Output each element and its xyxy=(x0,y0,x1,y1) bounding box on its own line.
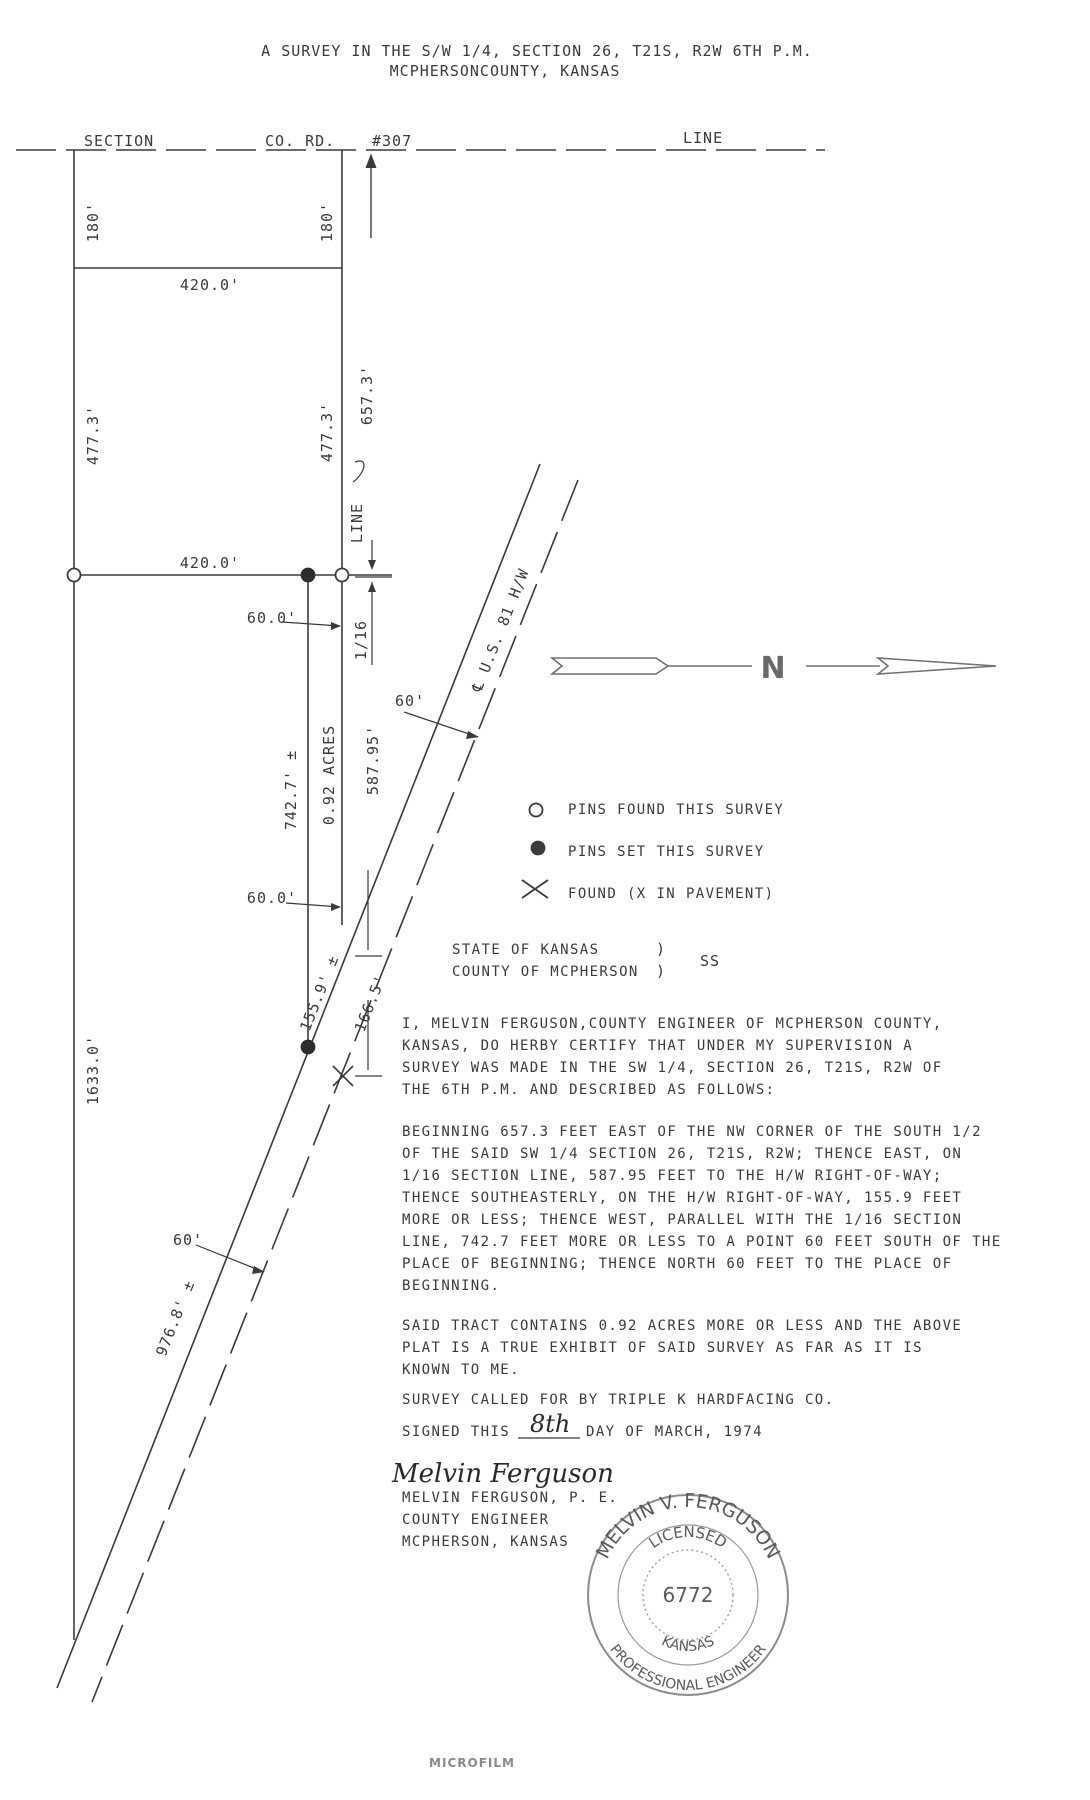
legend-pin-found-icon xyxy=(530,804,543,817)
dim-1633: 1633.0' xyxy=(84,1034,102,1106)
venue-paren-1: ) xyxy=(656,940,667,958)
venue-county: COUNTY OF MCPHERSON xyxy=(452,964,639,980)
certification-line: SURVEY WAS MADE IN THE SW 1/4, SECTION 26, T21S, R2W OF xyxy=(402,1060,943,1076)
road-label-line: LINE xyxy=(683,129,724,147)
contains-line: PLAT IS A TRUE EXHIBIT OF SAID SURVEY AS FAR AS IT IS xyxy=(402,1340,923,1356)
pin-set-nw xyxy=(302,569,315,582)
certification-block xyxy=(402,1016,943,1098)
dim-166: 166.5' xyxy=(350,971,390,1035)
signer-line: MELVIN FERGUSON, P. E. xyxy=(402,1490,619,1506)
legend-pins-set: PINS SET THIS SURVEY xyxy=(568,844,765,860)
dim-742: 742.7' ± xyxy=(282,749,300,831)
seal-number: 6772 xyxy=(662,1583,714,1607)
dim-60-hw-lower: 60' xyxy=(172,1231,204,1249)
description-line: THENCE SOUTHEASTERLY, ON THE H/W RIGHT-OF-WAY, 155.9 FEET xyxy=(402,1190,963,1206)
legend xyxy=(522,802,784,902)
certification-line: I, MELVIN FERGUSON,COUNTY ENGINEER OF MCPHERSON COUNTY, xyxy=(402,1016,943,1032)
venue-state: STATE OF KANSAS xyxy=(452,942,600,958)
seal-inner-top: LICENSED xyxy=(645,1522,731,1552)
dim-420-mid: 420.0' xyxy=(179,554,241,572)
seal-inner-bottom: KANSAS xyxy=(659,1633,717,1656)
road-dimension-arrow xyxy=(366,155,376,238)
road-label-section: SECTION xyxy=(84,132,155,150)
footer-microfilm: MICROFILM xyxy=(429,1756,515,1770)
line-leader-squiggle xyxy=(353,461,364,482)
called-for: SURVEY CALLED FOR BY TRIPLE K HARDFACING CO. xyxy=(402,1392,835,1408)
dim-976: 976.8' ± xyxy=(152,1277,199,1359)
acreage-label: 0.92 ACRES xyxy=(320,724,338,826)
description-line: PLACE OF BEGINNING; THENCE NORTH 60 FEET TO THE PLACE OF xyxy=(402,1256,953,1272)
signer-block xyxy=(402,1490,618,1550)
description-line: MORE OR LESS; THENCE WEST, PARALLEL WITH THE 1/16 SECTION xyxy=(402,1212,963,1228)
description-line: 1/16 SECTION LINE, 587.95 FEET TO THE H/W RIGHT-OF-WAY; xyxy=(402,1168,943,1184)
dim-sixteenth: 1/16 xyxy=(352,619,370,661)
dim-155: 155.9' ± xyxy=(296,952,343,1034)
dim-657: 657.3' xyxy=(358,364,376,426)
legend-pin-set-icon xyxy=(532,842,545,855)
north-arrow-letter: N xyxy=(760,651,786,686)
signer-line: MCPHERSON, KANSAS xyxy=(402,1534,570,1550)
dimension-166-leaders xyxy=(355,870,382,1076)
description-line: BEGINNING 657.3 FEET EAST OF THE NW CORNER OF THE SOUTH 1/2 xyxy=(402,1124,982,1140)
venue-paren-2: ) xyxy=(656,962,667,980)
description-line: OF THE SAID SW 1/4 SECTION 26, T21S, R2W; THENCE EAST, ON xyxy=(402,1146,963,1162)
dim-587: 587.95' xyxy=(364,724,382,796)
seal-outer-bottom: PROFESSIONAL ENGINEER xyxy=(606,1641,770,1695)
pin-found-east xyxy=(336,569,349,582)
certification-line: THE 6TH P.M. AND DESCRIBED AS FOLLOWS: xyxy=(402,1082,776,1098)
description-line: LINE, 742.7 FEET MORE OR LESS TO A POINT 60 FEET SOUTH OF THE xyxy=(402,1234,1002,1250)
road-label-number: #307 xyxy=(372,132,413,150)
signed-prefix: SIGNED THIS xyxy=(402,1424,511,1440)
title-line-1: A SURVEY IN THE S/W 1/4, SECTION 26, T21S, R2W 6TH P.M. xyxy=(261,42,813,60)
pin-set-sw xyxy=(302,1041,315,1054)
signed-line xyxy=(402,1410,763,1440)
north-arrow-icon xyxy=(552,651,996,686)
signed-suffix: DAY OF MARCH, 1974 xyxy=(586,1424,763,1440)
contains-line: KNOWN TO ME. xyxy=(402,1362,520,1378)
dim-60-hw-upper: 60' xyxy=(394,692,426,710)
legend-found-x: FOUND (X IN PAVEMENT) xyxy=(568,886,775,902)
legend-pins-found: PINS FOUND THIS SURVEY xyxy=(568,802,785,818)
certification-line: KANSAS, DO HERBY CERTIFY THAT UNDER MY SUPERVISION A xyxy=(402,1038,914,1054)
title-line-2: MCPHERSONCOUNTY, KANSAS xyxy=(389,62,621,80)
pin-found-west xyxy=(68,569,81,582)
engineer-seal xyxy=(588,1490,788,1695)
dim-477-left: 477.3' xyxy=(84,404,102,466)
description-block xyxy=(402,1124,1002,1294)
description-line: BEGINNING. xyxy=(402,1278,501,1294)
contains-block xyxy=(402,1318,962,1378)
road-label-co-rd: CO. RD. xyxy=(265,132,336,150)
signed-day: 8th xyxy=(530,1410,571,1438)
dim-60-lower: 60.0' xyxy=(246,889,298,907)
leader-60-hw-upper xyxy=(404,712,479,739)
dim-420-top: 420.0' xyxy=(179,276,241,294)
venue-ss: SS xyxy=(700,952,721,970)
dim-60-upper: 60.0' xyxy=(246,609,298,627)
dim-180-left: 180' xyxy=(84,201,102,243)
signature: Melvin Ferguson xyxy=(392,1459,614,1489)
dim-477-right: 477.3' xyxy=(318,401,336,463)
highway-label: ℄ U.S. 81 H/W xyxy=(467,565,533,695)
line-word: LINE xyxy=(348,502,366,544)
legend-found-x-icon xyxy=(522,880,548,898)
contains-line: SAID TRACT CONTAINS 0.92 ACRES MORE OR LESS AND THE ABOVE xyxy=(402,1318,963,1334)
signer-line: COUNTY ENGINEER xyxy=(402,1512,550,1528)
seal-outer-top: MELVIN V. FERGUSON xyxy=(591,1489,785,1563)
dim-180-right: 180' xyxy=(318,201,336,243)
